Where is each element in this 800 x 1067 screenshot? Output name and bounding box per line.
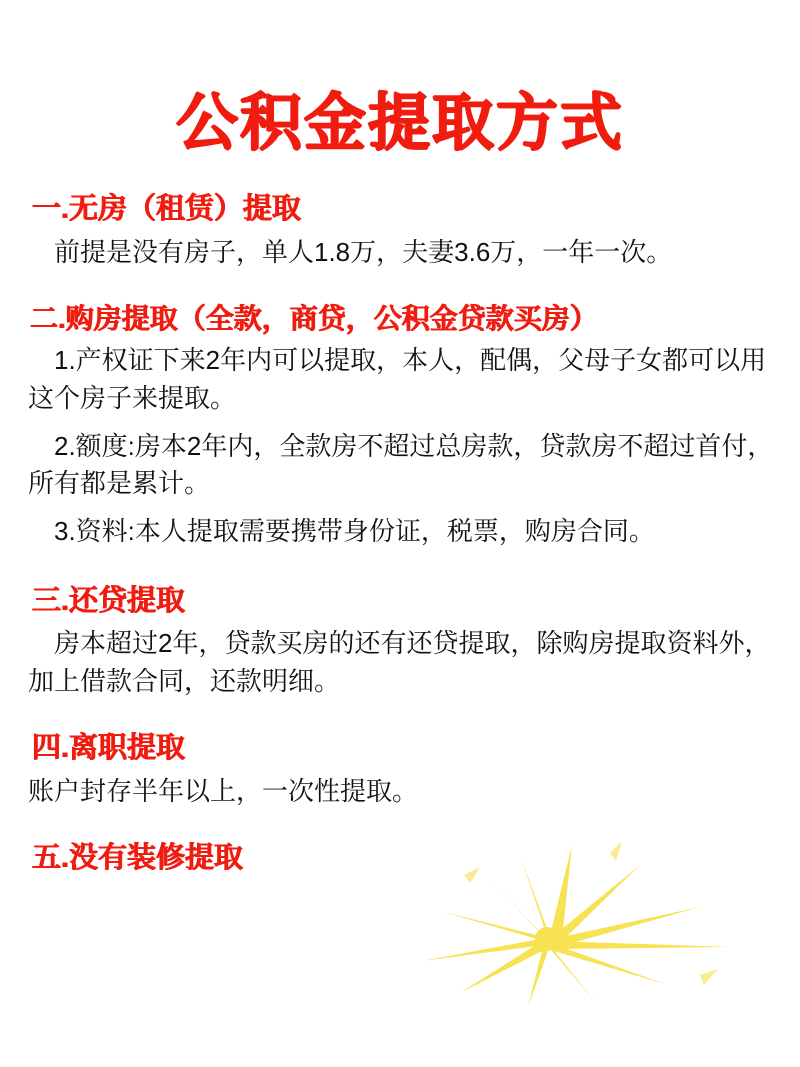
section-2-paragraph-1: 1.产权证下来2年内可以提取，本人，配偶，父母子女都可以用这个房子来提取。 xyxy=(28,345,767,413)
section-heading-3: 三.还贷提取 xyxy=(32,584,186,617)
spacer xyxy=(22,710,778,716)
section-heading-1: 一.无房（租赁）提取 xyxy=(32,193,302,226)
section-3-paragraph-1: 房本超过2年，贷款买房的还有还贷提取，除购房提取资料外，加上借款合同，还款明细。 xyxy=(28,627,771,696)
section-2-paragraph-2: 2.额度:房本2年内，全款房不超过总房款，贷款房不超过首付，所有都是累计。 xyxy=(28,430,774,499)
section-2-paragraph-3: 3.资料:本人提取需要携带身份证，税票，购房合同。 xyxy=(54,515,655,546)
spacer xyxy=(22,820,778,826)
section-1-paragraph-1: 前提是没有房子，单人1.8万，夫妻3.6万，一年一次。 xyxy=(54,236,673,267)
section-heading-5: 五.没有装修提取 xyxy=(32,842,244,875)
spacer xyxy=(22,555,778,569)
section-heading-2: 二.购房提取（全款，商贷，公积金贷款买房） xyxy=(30,303,598,335)
section-heading-4: 四.离职提取 xyxy=(32,732,186,765)
section-4-paragraph-1: 账户封存半年以上，一次性提取。 xyxy=(28,775,419,806)
spacer xyxy=(22,281,778,287)
page-title: 公积金提取方式 xyxy=(175,89,624,158)
